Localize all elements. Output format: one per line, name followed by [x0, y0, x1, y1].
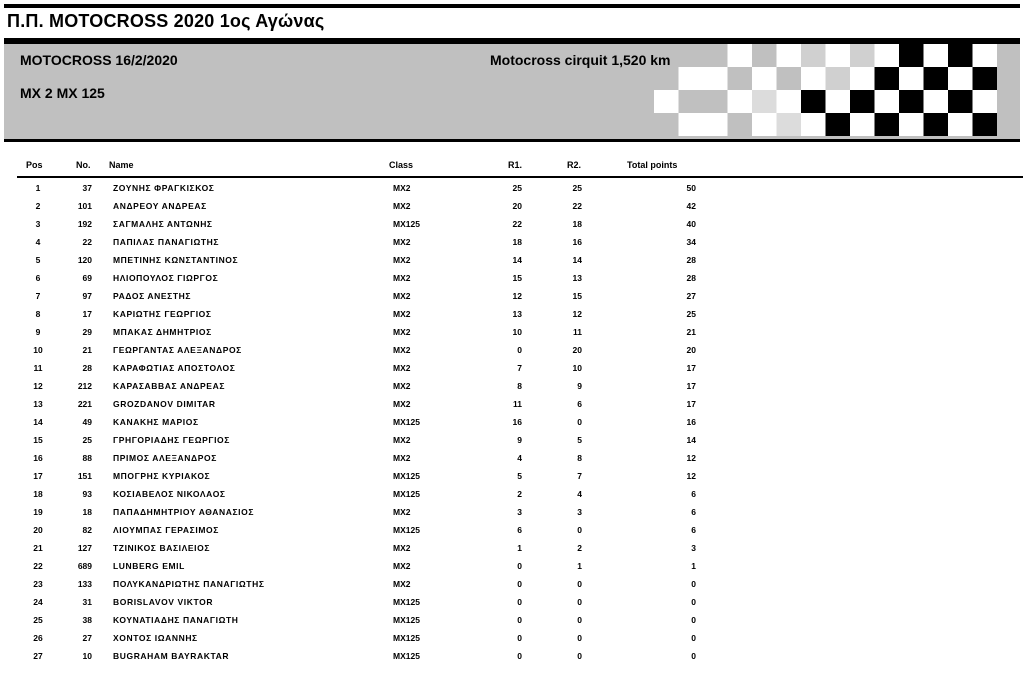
checker-square [924, 44, 949, 67]
checker-square [948, 67, 973, 90]
rider-number: 192 [77, 219, 92, 229]
race-1-points: 25 [512, 183, 522, 193]
rider-name: ΜΠΑΚΑΣ ΔΗΜΗΤΡΙΟΣ [113, 327, 212, 337]
rider-name: ΠΟΛΥΚΑΝΔΡΙΩΤΗΣ ΠΑΝΑΓΙΩΤΗΣ [113, 579, 265, 589]
checker-square [850, 113, 875, 136]
race-1-points: 0 [517, 615, 522, 625]
total-points: 12 [686, 453, 696, 463]
rider-number: 49 [82, 417, 92, 427]
rider-name: ΚΑΡΑΣΑΒΒΑΣ ΑΝΔΡΕΑΣ [113, 381, 226, 391]
checker-square [826, 113, 851, 136]
total-points: 17 [686, 363, 696, 373]
total-points: 40 [686, 219, 696, 229]
race-1-points: 16 [512, 417, 522, 427]
race-1-points: 18 [512, 237, 522, 247]
result-position: 18 [33, 489, 43, 499]
result-position: 9 [35, 327, 41, 337]
checker-square [752, 90, 777, 113]
race-2-points: 8 [577, 453, 582, 463]
column-header-number: No. [76, 160, 91, 170]
result-row [0, 288, 1024, 306]
result-position: 12 [33, 381, 43, 391]
race-2-points: 10 [572, 363, 582, 373]
race-2-points: 0 [577, 615, 582, 625]
total-points: 6 [691, 507, 696, 517]
total-points: 20 [686, 345, 696, 355]
result-position: 16 [33, 453, 43, 463]
result-position: 15 [33, 435, 43, 445]
race-1-points: 0 [517, 561, 522, 571]
rider-name: ΑΝΔΡΕΟΥ ΑΝΔΡΕΑΣ [113, 201, 207, 211]
result-row [0, 450, 1024, 468]
result-position: 6 [35, 273, 41, 283]
total-points: 21 [686, 327, 696, 337]
rider-name: ΚΑΡΑΦΩΤΙΑΣ ΑΠΟΣΤΟΛΟΣ [113, 363, 236, 373]
rider-name: ΛΙΟΥΜΠΑΣ ΓΕΡΑΣΙΜΟΣ [113, 525, 219, 535]
checker-square [973, 113, 998, 136]
rider-number: 21 [82, 345, 92, 355]
rider-number: 17 [82, 309, 92, 319]
race-1-points: 0 [517, 345, 522, 355]
total-points: 14 [686, 435, 696, 445]
results-column-headers [0, 160, 1024, 174]
rider-name: ΜΠΕΤΙΝΗΣ ΚΩΝΣΤΑΝΤΙΝΟΣ [113, 255, 239, 265]
race-2-points: 11 [573, 327, 582, 337]
result-position: 23 [33, 579, 43, 589]
checker-square [826, 67, 851, 90]
rider-number: 38 [82, 615, 92, 625]
total-points: 0 [691, 597, 696, 607]
checker-square [654, 90, 679, 113]
result-position: 21 [33, 543, 43, 553]
rider-number: 101 [77, 201, 92, 211]
rider-class: MX2 [393, 579, 411, 589]
rider-number: 93 [82, 489, 92, 499]
race-1-points: 0 [517, 651, 522, 661]
race-1-points: 11 [513, 399, 522, 409]
race-2-points: 1 [577, 561, 582, 571]
rider-name: ΚΑΝΑΚΗΣ ΜΑΡΙΟΣ [113, 417, 199, 427]
result-row [0, 576, 1024, 594]
race-2-points: 2 [577, 543, 582, 553]
race-2-points: 6 [577, 399, 582, 409]
checker-square [826, 90, 851, 113]
checker-square [752, 113, 777, 136]
column-header-class: Class [389, 160, 414, 170]
checker-square [728, 44, 753, 67]
race-2-points: 20 [572, 345, 582, 355]
result-row [0, 234, 1024, 252]
race-1-points: 14 [512, 255, 522, 265]
rider-name: ΓΡΗΓΟΡΙΑΔΗΣ ΓΕΩΡΓΙΟΣ [113, 435, 230, 445]
rider-name: BUGRAHAM BAYRAKTAR [113, 651, 230, 661]
checker-square [826, 44, 851, 67]
rider-name: ΗΛΙΟΠΟΥΛΟΣ ΓΙΩΡΓΟΣ [113, 273, 219, 283]
rider-class: MX2 [393, 381, 411, 391]
race-2-points: 0 [577, 651, 582, 661]
rider-class: MX2 [393, 453, 411, 463]
rider-class: MX2 [393, 435, 411, 445]
checker-square [973, 67, 998, 90]
race-1-points: 1 [517, 543, 522, 553]
race-2-points: 9 [577, 381, 582, 391]
race-2-points: 4 [577, 489, 582, 499]
rider-number: 18 [82, 507, 92, 517]
rider-name: GROZDANOV DIMITAR [113, 399, 216, 409]
rider-number: 69 [82, 273, 92, 283]
total-points: 0 [691, 579, 696, 589]
rider-name: ΜΠΟΓΡΗΣ ΚΥΡΙΑΚΟΣ [113, 471, 211, 481]
result-position: 19 [33, 507, 43, 517]
result-position: 25 [33, 615, 43, 625]
total-points: 0 [691, 615, 696, 625]
checker-square [899, 113, 924, 136]
rider-class: MX125 [393, 651, 420, 661]
race-2-points: 12 [572, 309, 582, 319]
rider-class: MX2 [393, 183, 411, 193]
column-header-race-1: R1. [508, 160, 523, 170]
total-points: 0 [691, 651, 696, 661]
race-1-points: 3 [517, 507, 522, 517]
result-row [0, 216, 1024, 234]
checker-square [801, 90, 826, 113]
total-points: 6 [691, 489, 696, 499]
event-date: MOTOCROSS 16/2/2020 [20, 52, 178, 68]
rider-number: 127 [77, 543, 92, 553]
rider-class: MX125 [393, 597, 420, 607]
checker-square [679, 67, 704, 90]
rider-class: MX2 [393, 291, 411, 301]
rider-class: MX2 [393, 507, 411, 517]
result-row [0, 306, 1024, 324]
column-header-pos: Pos [26, 160, 43, 170]
total-points: 28 [686, 255, 696, 265]
result-row [0, 198, 1024, 216]
result-row [0, 252, 1024, 270]
checker-square [875, 113, 900, 136]
result-row [0, 648, 1024, 666]
race-1-points: 0 [517, 579, 522, 589]
rider-name: ΚΑΡΙΩΤΗΣ ΓΕΩΡΓΙΟΣ [113, 309, 212, 319]
race-2-points: 0 [577, 633, 582, 643]
rider-number: 37 [82, 183, 92, 193]
checker-square [752, 67, 777, 90]
rider-number: 82 [82, 525, 92, 535]
race-1-points: 8 [517, 381, 522, 391]
result-position: 24 [33, 597, 43, 607]
rider-name: ΓΕΩΡΓΑΝΤΑΣ ΑΛΕΞΑΝΔΡΟΣ [113, 345, 242, 355]
rider-class: MX2 [393, 561, 411, 571]
rider-number: 120 [77, 255, 92, 265]
total-points: 17 [686, 381, 696, 391]
rider-name: ΠΑΠΑΔΗΜΗΤΡΙΟΥ ΑΘΑΝΑΣΙΟΣ [113, 507, 255, 517]
rider-class: MX125 [393, 633, 420, 643]
rider-number: 133 [77, 579, 92, 589]
rider-class: MX125 [393, 489, 420, 499]
rider-number: 27 [82, 633, 92, 643]
result-row [0, 342, 1024, 360]
rider-name: ΣΑΓΜΑΛΗΣ ΑΝΤΩΝΗΣ [113, 219, 213, 229]
rider-class: MX2 [393, 399, 411, 409]
rider-class: MX125 [393, 525, 420, 535]
rider-name: BORISLAVOV VIKTOR [113, 597, 214, 607]
rider-number: 29 [82, 327, 92, 337]
checker-square [899, 90, 924, 113]
result-position: 8 [35, 309, 41, 319]
checker-square [973, 44, 998, 67]
checker-square [899, 44, 924, 67]
race-2-points: 3 [577, 507, 582, 517]
checker-square [875, 44, 900, 67]
race-1-points: 0 [517, 633, 522, 643]
result-position: 7 [35, 291, 41, 301]
race-1-points: 4 [517, 453, 522, 463]
checker-square [850, 67, 875, 90]
race-1-points: 7 [517, 363, 522, 373]
checker-square [777, 90, 802, 113]
race-1-points: 15 [512, 273, 522, 283]
total-points: 12 [686, 471, 696, 481]
document-title: Π.Π. MOTOCROSS 2020 1ος Αγώνας [7, 11, 325, 31]
result-row [0, 468, 1024, 486]
column-header-total-points: Total points [627, 160, 678, 170]
total-points: 34 [686, 237, 696, 247]
rider-class: MX2 [393, 543, 411, 553]
result-row [0, 360, 1024, 378]
race-2-points: 0 [577, 525, 582, 535]
checker-square [973, 90, 998, 113]
total-points: 3 [691, 543, 696, 553]
checker-square [801, 67, 826, 90]
rider-class: MX2 [393, 363, 411, 373]
checker-square [924, 67, 949, 90]
race-classes: MX 2 MX 125 [20, 85, 105, 101]
race-2-points: 0 [577, 579, 582, 589]
result-position: 26 [33, 633, 43, 643]
result-position: 3 [35, 219, 41, 229]
event-header-band [4, 38, 1020, 142]
result-row [0, 270, 1024, 288]
rider-number: 28 [82, 363, 92, 373]
checker-square [703, 113, 728, 136]
checker-square [703, 67, 728, 90]
result-row [0, 378, 1024, 396]
rider-number: 689 [77, 561, 92, 571]
checker-square [875, 67, 900, 90]
result-position: 1 [35, 183, 41, 193]
result-position: 5 [35, 255, 41, 265]
total-points: 17 [686, 399, 696, 409]
rider-name: ΠΡΙΜΟΣ ΑΛΕΞΑΝΔΡΟΣ [113, 453, 217, 463]
checker-square [850, 90, 875, 113]
rider-class: MX125 [393, 417, 420, 427]
rider-number: 97 [82, 291, 92, 301]
race-1-points: 22 [512, 219, 522, 229]
total-points: 6 [691, 525, 696, 535]
checker-square [777, 113, 802, 136]
race-1-points: 6 [517, 525, 522, 535]
rider-class: MX2 [393, 327, 411, 337]
rider-name: ΠΑΠΙΛΑΣ ΠΑΝΑΓΙΩΤΗΣ [113, 237, 220, 247]
rider-class: MX2 [393, 255, 411, 265]
rider-number: 151 [77, 471, 92, 481]
checker-square [875, 90, 900, 113]
checker-square [777, 44, 802, 67]
race-2-points: 0 [577, 417, 582, 427]
rider-class: MX2 [393, 345, 411, 355]
total-points: 28 [686, 273, 696, 283]
result-position: 17 [33, 471, 43, 481]
circuit-info: Motocross cirquit 1,520 km [490, 52, 671, 68]
result-row [0, 558, 1024, 576]
race-1-points: 9 [517, 435, 522, 445]
rider-number: 25 [82, 435, 92, 445]
race-2-points: 14 [572, 255, 582, 265]
checker-square [924, 113, 949, 136]
total-points: 27 [686, 291, 696, 301]
race-2-points: 5 [577, 435, 582, 445]
rider-number: 22 [82, 237, 92, 247]
total-points: 25 [686, 309, 696, 319]
rider-class: MX2 [393, 237, 411, 247]
result-position: 22 [33, 561, 43, 571]
rider-name: ΚΟΣΙΑΒΕΛΟΣ ΝΙΚΟΛΑΟΣ [113, 489, 226, 499]
result-position: 14 [33, 417, 43, 427]
checker-square [850, 44, 875, 67]
rider-class: MX125 [393, 615, 420, 625]
checker-square [728, 90, 753, 113]
race-2-points: 15 [572, 291, 582, 301]
result-position: 20 [33, 525, 43, 535]
result-position: 4 [35, 237, 41, 247]
checker-square [679, 113, 704, 136]
race-2-points: 22 [572, 201, 582, 211]
checker-square [899, 67, 924, 90]
race-2-points: 13 [572, 273, 582, 283]
rider-class: MX2 [393, 201, 411, 211]
result-row [0, 414, 1024, 432]
column-header-name: Name [109, 160, 134, 170]
top-rule [4, 4, 1020, 8]
checker-square [948, 44, 973, 67]
rider-class: MX125 [393, 219, 420, 229]
rider-class: MX2 [393, 273, 411, 283]
race-2-points: 16 [572, 237, 582, 247]
result-row [0, 396, 1024, 414]
result-row [0, 612, 1024, 630]
rider-name: LUNBERG EMIL [113, 561, 185, 571]
checker-square [801, 113, 826, 136]
result-position: 11 [33, 363, 43, 373]
result-row [0, 324, 1024, 342]
result-position: 13 [33, 399, 43, 409]
result-position: 10 [33, 345, 43, 355]
rider-class: MX125 [393, 471, 420, 481]
race-1-points: 20 [512, 201, 522, 211]
race-2-points: 7 [577, 471, 582, 481]
race-1-points: 5 [517, 471, 522, 481]
race-1-points: 2 [517, 489, 522, 499]
result-row [0, 522, 1024, 540]
total-points: 50 [686, 183, 696, 193]
result-row [0, 630, 1024, 648]
rider-name: ΚΟΥΝΑΤΙΑΔΗΣ ΠΑΝΑΓΙΩΤΗ [113, 615, 239, 625]
total-points: 1 [691, 561, 696, 571]
rider-number: 212 [77, 381, 92, 391]
rider-number: 88 [82, 453, 92, 463]
race-1-points: 12 [512, 291, 522, 301]
total-points: 0 [691, 633, 696, 643]
race-1-points: 10 [512, 327, 522, 337]
rider-name: ΖΟΥΝΗΣ ΦΡΑΓΚΙΣΚΟΣ [113, 183, 215, 193]
rider-name: ΤΖΙΝΙΚΟΣ ΒΑΣΙΛΕΙΟΣ [113, 543, 211, 553]
checker-square [948, 113, 973, 136]
result-row [0, 540, 1024, 558]
results-table [0, 180, 1024, 666]
header-divider [17, 176, 1023, 178]
checker-square [948, 90, 973, 113]
total-points: 42 [686, 201, 696, 211]
result-position: 2 [35, 201, 41, 211]
race-2-points: 18 [572, 219, 582, 229]
rider-number: 10 [82, 651, 92, 661]
rider-name: ΡΑΔΟΣ ΑΝΕΣΤΗΣ [113, 291, 192, 301]
result-row [0, 594, 1024, 612]
rider-number: 221 [77, 399, 92, 409]
rider-class: MX2 [393, 309, 411, 319]
total-points: 16 [686, 417, 696, 427]
race-2-points: 0 [577, 597, 582, 607]
race-2-points: 25 [572, 183, 582, 193]
checker-square [924, 90, 949, 113]
result-row [0, 180, 1024, 198]
result-position: 27 [33, 651, 43, 661]
result-row [0, 432, 1024, 450]
rider-name: ΧΟΝΤΟΣ ΙΩΑΝΝΗΣ [113, 633, 198, 643]
checkered-flag-graphic [654, 44, 1004, 136]
checker-square [801, 44, 826, 67]
race-1-points: 13 [512, 309, 522, 319]
column-header-race-2: R2. [567, 160, 582, 170]
race-1-points: 0 [517, 597, 522, 607]
result-row [0, 504, 1024, 522]
result-row [0, 486, 1024, 504]
rider-number: 31 [82, 597, 92, 607]
